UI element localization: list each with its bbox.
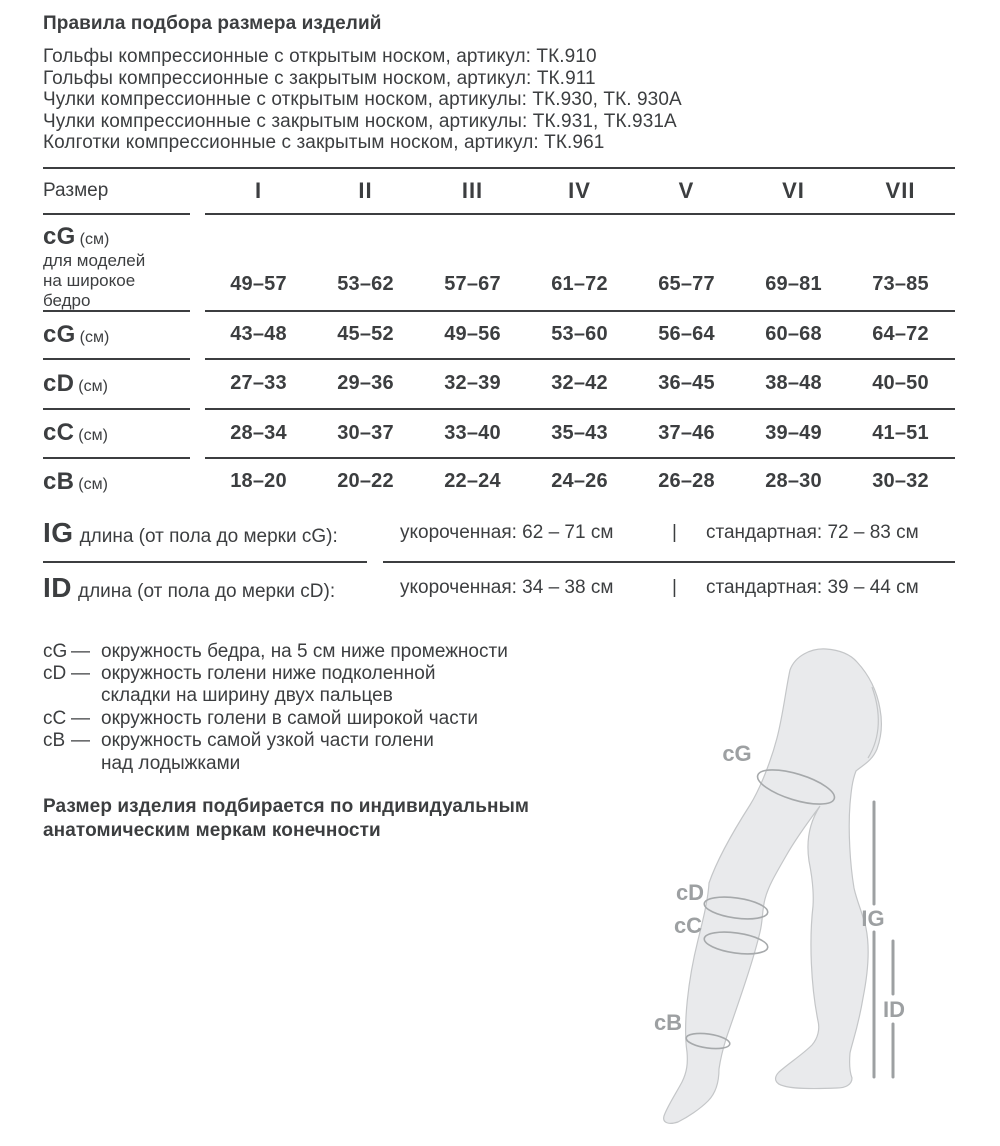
length-short-value: укороченная: 62 – 71 см xyxy=(400,521,614,543)
table-cell: 45–52 xyxy=(337,323,394,345)
table-cell: 64–72 xyxy=(872,323,929,345)
table-cell: 28–30 xyxy=(765,470,822,492)
product-line: Гольфы компрессионные с открытым носком, артикул: ТК.910 xyxy=(43,46,597,67)
table-cell: 18–20 xyxy=(230,470,287,492)
row-label-cd: cD (см) xyxy=(43,369,108,397)
note-cg: cG — окружность бедра, на 5 см ниже промежности xyxy=(43,640,508,662)
table-cell: 38–48 xyxy=(765,372,822,394)
row-label-cg-wide: cG (см) для моделей на широкое бедро xyxy=(43,222,146,310)
table-cell: 53–60 xyxy=(551,323,608,345)
column-header-7: VII xyxy=(885,177,916,203)
table-cell: 35–43 xyxy=(551,421,608,444)
product-line: Гольфы компрессионные с закрытым носком, артикул: ТК.911 xyxy=(43,67,596,89)
table-cell: 30–32 xyxy=(872,470,929,492)
table-cell: 30–37 xyxy=(337,421,394,444)
table-row-cc xyxy=(43,410,955,457)
table-cell: 37–46 xyxy=(658,421,715,444)
size-guide-document xyxy=(0,12,1000,1146)
table-rule xyxy=(43,310,955,312)
table-cell: 60–68 xyxy=(765,323,822,345)
column-header-4: IV xyxy=(568,177,591,203)
table-rule xyxy=(43,408,955,410)
table-cell: 29–36 xyxy=(337,372,394,394)
ig-diagram-label: IG xyxy=(861,906,885,931)
size-column-header: Размер xyxy=(43,179,109,201)
table-cell: 33–40 xyxy=(444,421,501,444)
table-cell: 56–64 xyxy=(658,323,715,345)
cg-diagram-label: cG xyxy=(722,741,752,766)
table-cell: 73–85 xyxy=(872,272,929,295)
note-cd: cD — окружность голени ниже подколенной складки на ширину двух пальцев xyxy=(43,662,436,707)
length-standard-value: стандартная: 72 – 83 см xyxy=(706,521,919,543)
table-cell: 43–48 xyxy=(230,323,287,345)
length-row-id xyxy=(43,563,955,613)
table-row-cb xyxy=(43,459,955,505)
column-header-3: III xyxy=(461,177,484,203)
size-table xyxy=(43,169,955,505)
table-cell: 49–56 xyxy=(444,323,501,345)
table-cell: 36–45 xyxy=(658,372,715,394)
leg-measurement-diagram xyxy=(600,632,1000,1146)
length-label-ig: IG длина (от пола до мерки cG): xyxy=(43,516,338,548)
table-cell: 40–50 xyxy=(872,372,929,394)
length-separator: | xyxy=(672,576,677,598)
table-cell: 22–24 xyxy=(444,470,501,492)
product-line: Чулки компрессионные с закрытым носком, артикулы: ТК.931, ТК.931А xyxy=(43,110,677,132)
table-rule xyxy=(43,457,955,459)
product-list xyxy=(43,46,1000,154)
row-label-cg: cG (см) xyxy=(43,320,110,348)
table-cell: 26–28 xyxy=(658,470,715,492)
table-rule xyxy=(43,358,955,360)
table-cell: 41–51 xyxy=(872,421,929,444)
sizing-rule-statement: Размер изделия подбирается по индивидуальным анатомическим меркам конечности xyxy=(43,795,530,842)
cd-diagram-label: cD xyxy=(675,880,705,905)
table-cell: 24–26 xyxy=(551,470,608,492)
id-diagram-label: ID xyxy=(883,997,905,1022)
length-standard-value: стандартная: 39 – 44 см xyxy=(706,576,919,598)
column-header-2: II xyxy=(358,177,373,203)
table-cell: 32–39 xyxy=(444,372,501,394)
cc-diagram-label: cC xyxy=(673,913,703,938)
table-row-cg-wide-hip xyxy=(43,215,955,310)
table-cell: 65–77 xyxy=(658,272,715,295)
note-cc: cC — окружность голени в самой широкой части xyxy=(43,707,479,729)
table-row-cd xyxy=(43,360,955,408)
table-cell: 49–57 xyxy=(230,272,287,295)
row-label-cb: cB (см) xyxy=(43,467,108,495)
length-row-ig xyxy=(43,505,955,561)
table-header-row xyxy=(43,169,955,213)
length-divider-rule xyxy=(43,561,955,563)
row-label-cc: cC (см) xyxy=(43,419,108,446)
table-cell: 20–22 xyxy=(337,470,394,492)
length-separator: | xyxy=(672,521,677,543)
cb-diagram-label: cB xyxy=(653,1010,683,1035)
length-short-value: укороченная: 34 – 38 см xyxy=(400,576,614,598)
column-header-1: I xyxy=(254,177,263,203)
note-cb: cB — окружность самой узкой части голени над лодыжками xyxy=(43,730,434,774)
column-header-6: VI xyxy=(782,177,805,203)
table-cell: 57–67 xyxy=(444,272,501,295)
product-line: Колготки компрессионные с закрытым носком, артикул: ТК.961 xyxy=(43,132,605,153)
column-header-5: V xyxy=(678,177,695,203)
page-title: Правила подбора размера изделий xyxy=(43,13,382,34)
table-cell: 27–33 xyxy=(230,372,287,394)
table-cell: 61–72 xyxy=(551,272,608,295)
length-label-id: ID длина (от пола до мерки cD): xyxy=(43,571,336,603)
table-cell: 32–42 xyxy=(551,372,608,394)
table-row-cg xyxy=(43,312,955,358)
product-line: Чулки компрессионные с открытым носком, артикулы: ТК.930, ТК. 930А xyxy=(43,89,682,110)
table-cell: 53–62 xyxy=(337,272,394,295)
table-cell: 28–34 xyxy=(230,421,287,444)
table-cell: 39–49 xyxy=(765,421,822,444)
table-cell: 69–81 xyxy=(765,272,822,295)
